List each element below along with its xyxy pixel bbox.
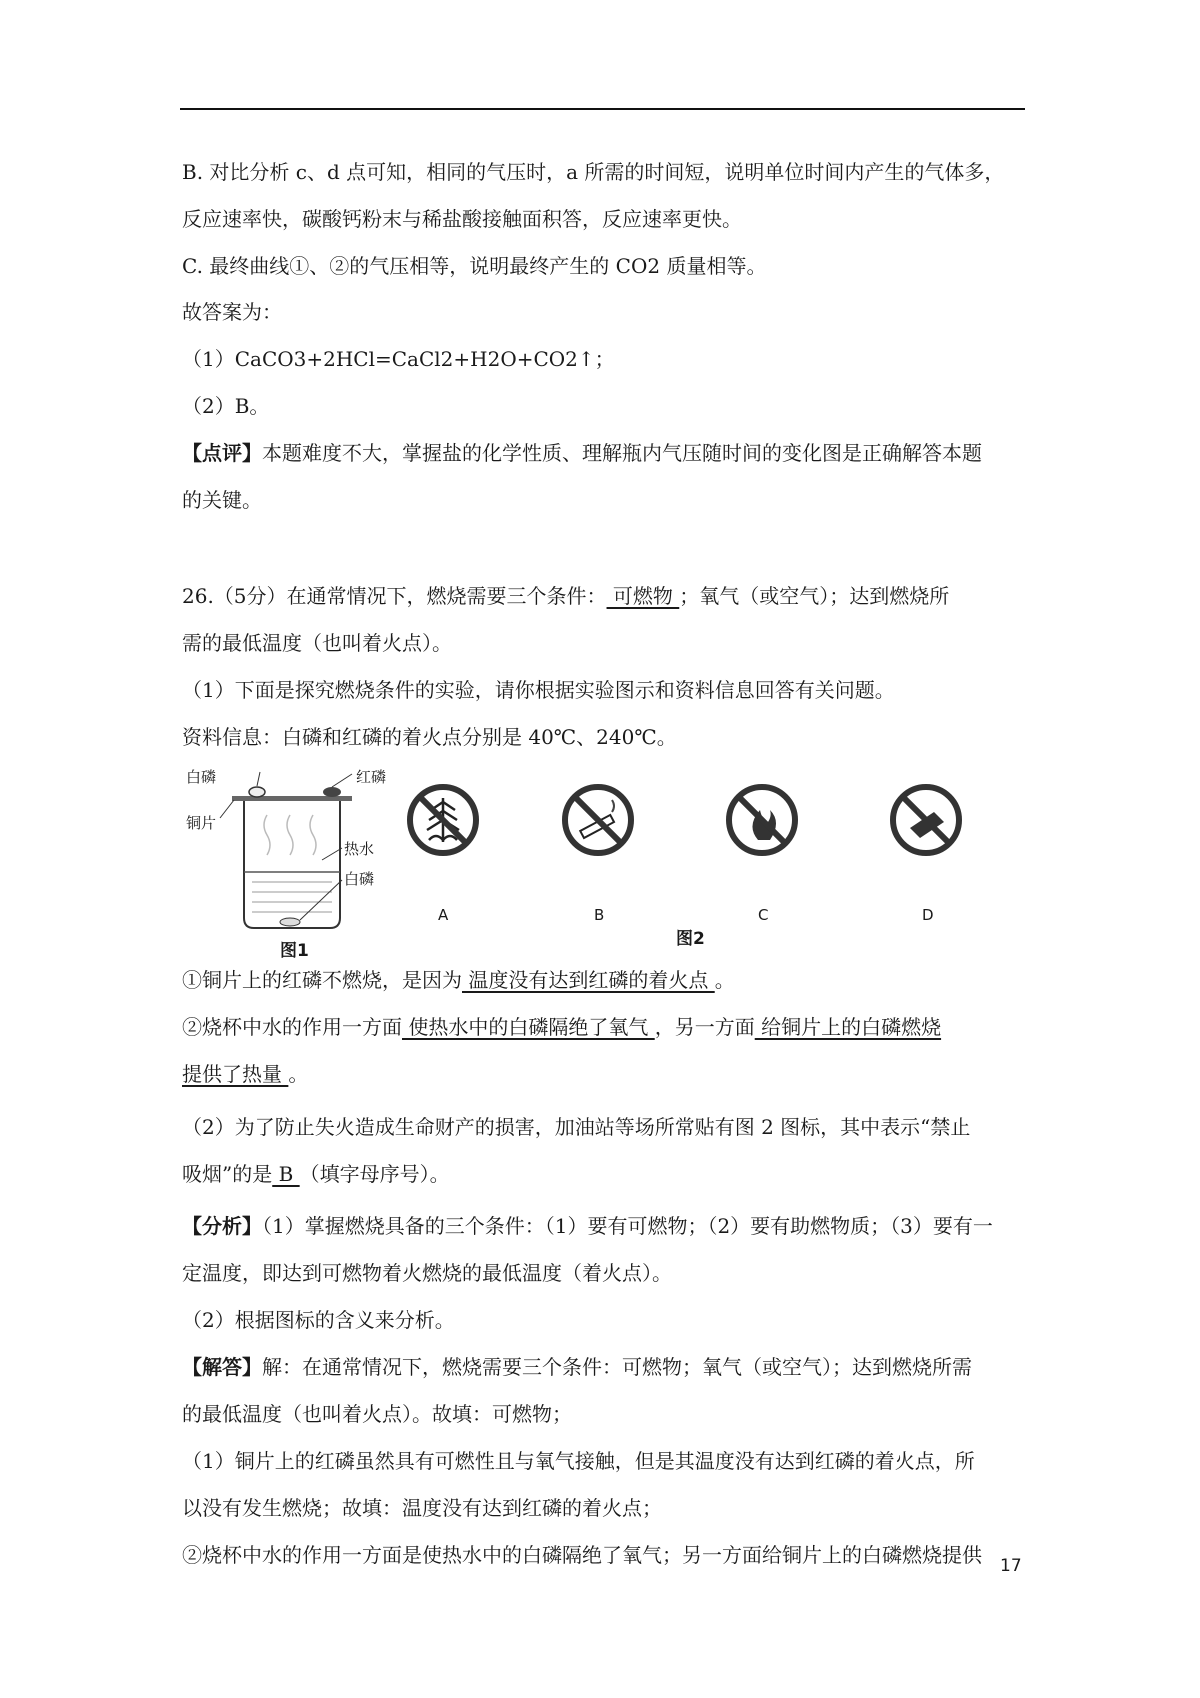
answer-text: ，另一方面: [654, 1015, 755, 1039]
text-line: 定温度，即达到可燃物着火燃烧的最低温度（着火点）。: [182, 1261, 672, 1285]
answer-blank: 温度没有达到红磷的着火点: [462, 968, 715, 992]
text-line: （1）下面是探究燃烧条件的实验，请你根据实验图示和资料信息回答有关问题。: [182, 678, 895, 702]
page-number: 17: [1000, 1556, 1022, 1576]
answer-2-cont: [182, 1062, 308, 1086]
label-copper-plate: 铜片: [186, 814, 217, 832]
sign-letter-b: B: [594, 906, 605, 924]
sign-letter-c: C: [758, 906, 769, 924]
comment-tag: 【点评】: [182, 441, 262, 465]
text-line: ②烧杯中水的作用一方面是使热水中的白磷隔绝了氧气；另一方面给铜片上的白磷燃烧提供: [182, 1543, 982, 1567]
label-white-phosphorus-top: 白磷: [186, 768, 217, 786]
solution-text: 解：在通常情况下，燃烧需要三个条件：可燃物；氧气（或空气）；达到燃烧所需: [262, 1355, 972, 1379]
answer-1: [182, 968, 735, 992]
answer-2: [182, 1015, 941, 1039]
answer-text: 。: [714, 968, 735, 992]
answer-blank: 提供了热量: [182, 1062, 289, 1086]
label-red-phosphorus: 红磷: [356, 768, 387, 786]
text-line: 的最低温度（也叫着火点）。故填：可燃物；: [182, 1402, 572, 1426]
no-forest-fire-icon: [405, 782, 481, 858]
no-open-flame-icon: [724, 782, 800, 858]
no-fireworks-icon: [888, 782, 964, 858]
answer-text: ②烧杯中水的作用一方面: [182, 1015, 402, 1039]
sign-letter-d: D: [922, 906, 934, 924]
answer-blank: 给铜片上的白磷燃烧: [754, 1015, 942, 1039]
text-line: B. 对比分析 c、d 点可知，相同的气压时，a 所需的时间短，说明单位时间内产生的气体多，: [182, 160, 1005, 184]
answer-blank: B: [272, 1162, 300, 1186]
analysis-line: [182, 1214, 993, 1238]
header-rule: [180, 108, 1025, 110]
text-line: 故答案为：: [182, 300, 282, 324]
analysis-tag: 【分析】: [182, 1214, 262, 1238]
text-line: （2）根据图标的含义来分析。: [182, 1308, 455, 1332]
text-line: （2）B。: [182, 394, 270, 418]
comment-line: [182, 441, 982, 465]
answer-text: 。: [288, 1062, 309, 1086]
label-hot-water: 热水: [344, 840, 375, 858]
answer-blank: 使热水中的白磷隔绝了氧气: [402, 1015, 655, 1039]
text-line: （1）CaCO3+2HCl=CaCl2+H2O+CO2↑；: [182, 347, 615, 371]
solution-line: [182, 1355, 972, 1379]
text-line: 资料信息：白磷和红磷的着火点分别是 40℃、240℃。: [182, 725, 677, 749]
question-text: 吸烟”的是: [182, 1162, 273, 1186]
figure-1-title: 图1: [280, 941, 309, 961]
question-2-line: [182, 1162, 450, 1186]
question-text: ；氧气（或空气）；达到燃烧所: [679, 584, 950, 608]
text-line: 反应速率快，碳酸钙粉末与稀盐酸接触面积答，反应速率更快。: [182, 207, 742, 231]
text-line: 的关键。: [182, 488, 262, 512]
question-26: [182, 584, 949, 608]
answer-text: ①铜片上的红磷不燃烧，是因为: [182, 968, 462, 992]
question-text: 26.（5分）在通常情况下，燃烧需要三个条件：: [182, 584, 607, 608]
sign-letter-a: A: [438, 906, 449, 924]
text-line: 以没有发生燃烧；故填：温度没有达到红磷的着火点；: [182, 1496, 662, 1520]
text-line: 需的最低温度（也叫着火点）。: [182, 631, 452, 655]
solution-tag: 【解答】: [182, 1355, 262, 1379]
question-text: （填字母序号）。: [299, 1162, 450, 1186]
analysis-text: （1）掌握燃烧具备的三个条件：（1）要有可燃物；（2）要有助燃物质；（3）要有一: [262, 1214, 993, 1238]
comment-text: 本题难度不大，掌握盐的化学性质、理解瓶内气压随时间的变化图是正确解答本题: [262, 441, 982, 465]
label-white-phosphorus-bottom: 白磷: [344, 870, 375, 888]
answer-blank: 可燃物: [606, 584, 680, 608]
text-line: （1）铜片上的红磷虽然具有可燃性且与氧气接触，但是其温度没有达到红磷的着火点，所: [182, 1449, 975, 1473]
text-line: （2）为了防止失火造成生命财产的损害，加油站等场所常贴有图 2 图标，其中表示“禁止: [182, 1115, 971, 1139]
no-smoking-icon: [560, 782, 636, 858]
figure-2-title: 图2: [676, 929, 705, 949]
text-line: C. 最终曲线①、②的气压相等，说明最终产生的 CO2 质量相等。: [182, 254, 767, 278]
